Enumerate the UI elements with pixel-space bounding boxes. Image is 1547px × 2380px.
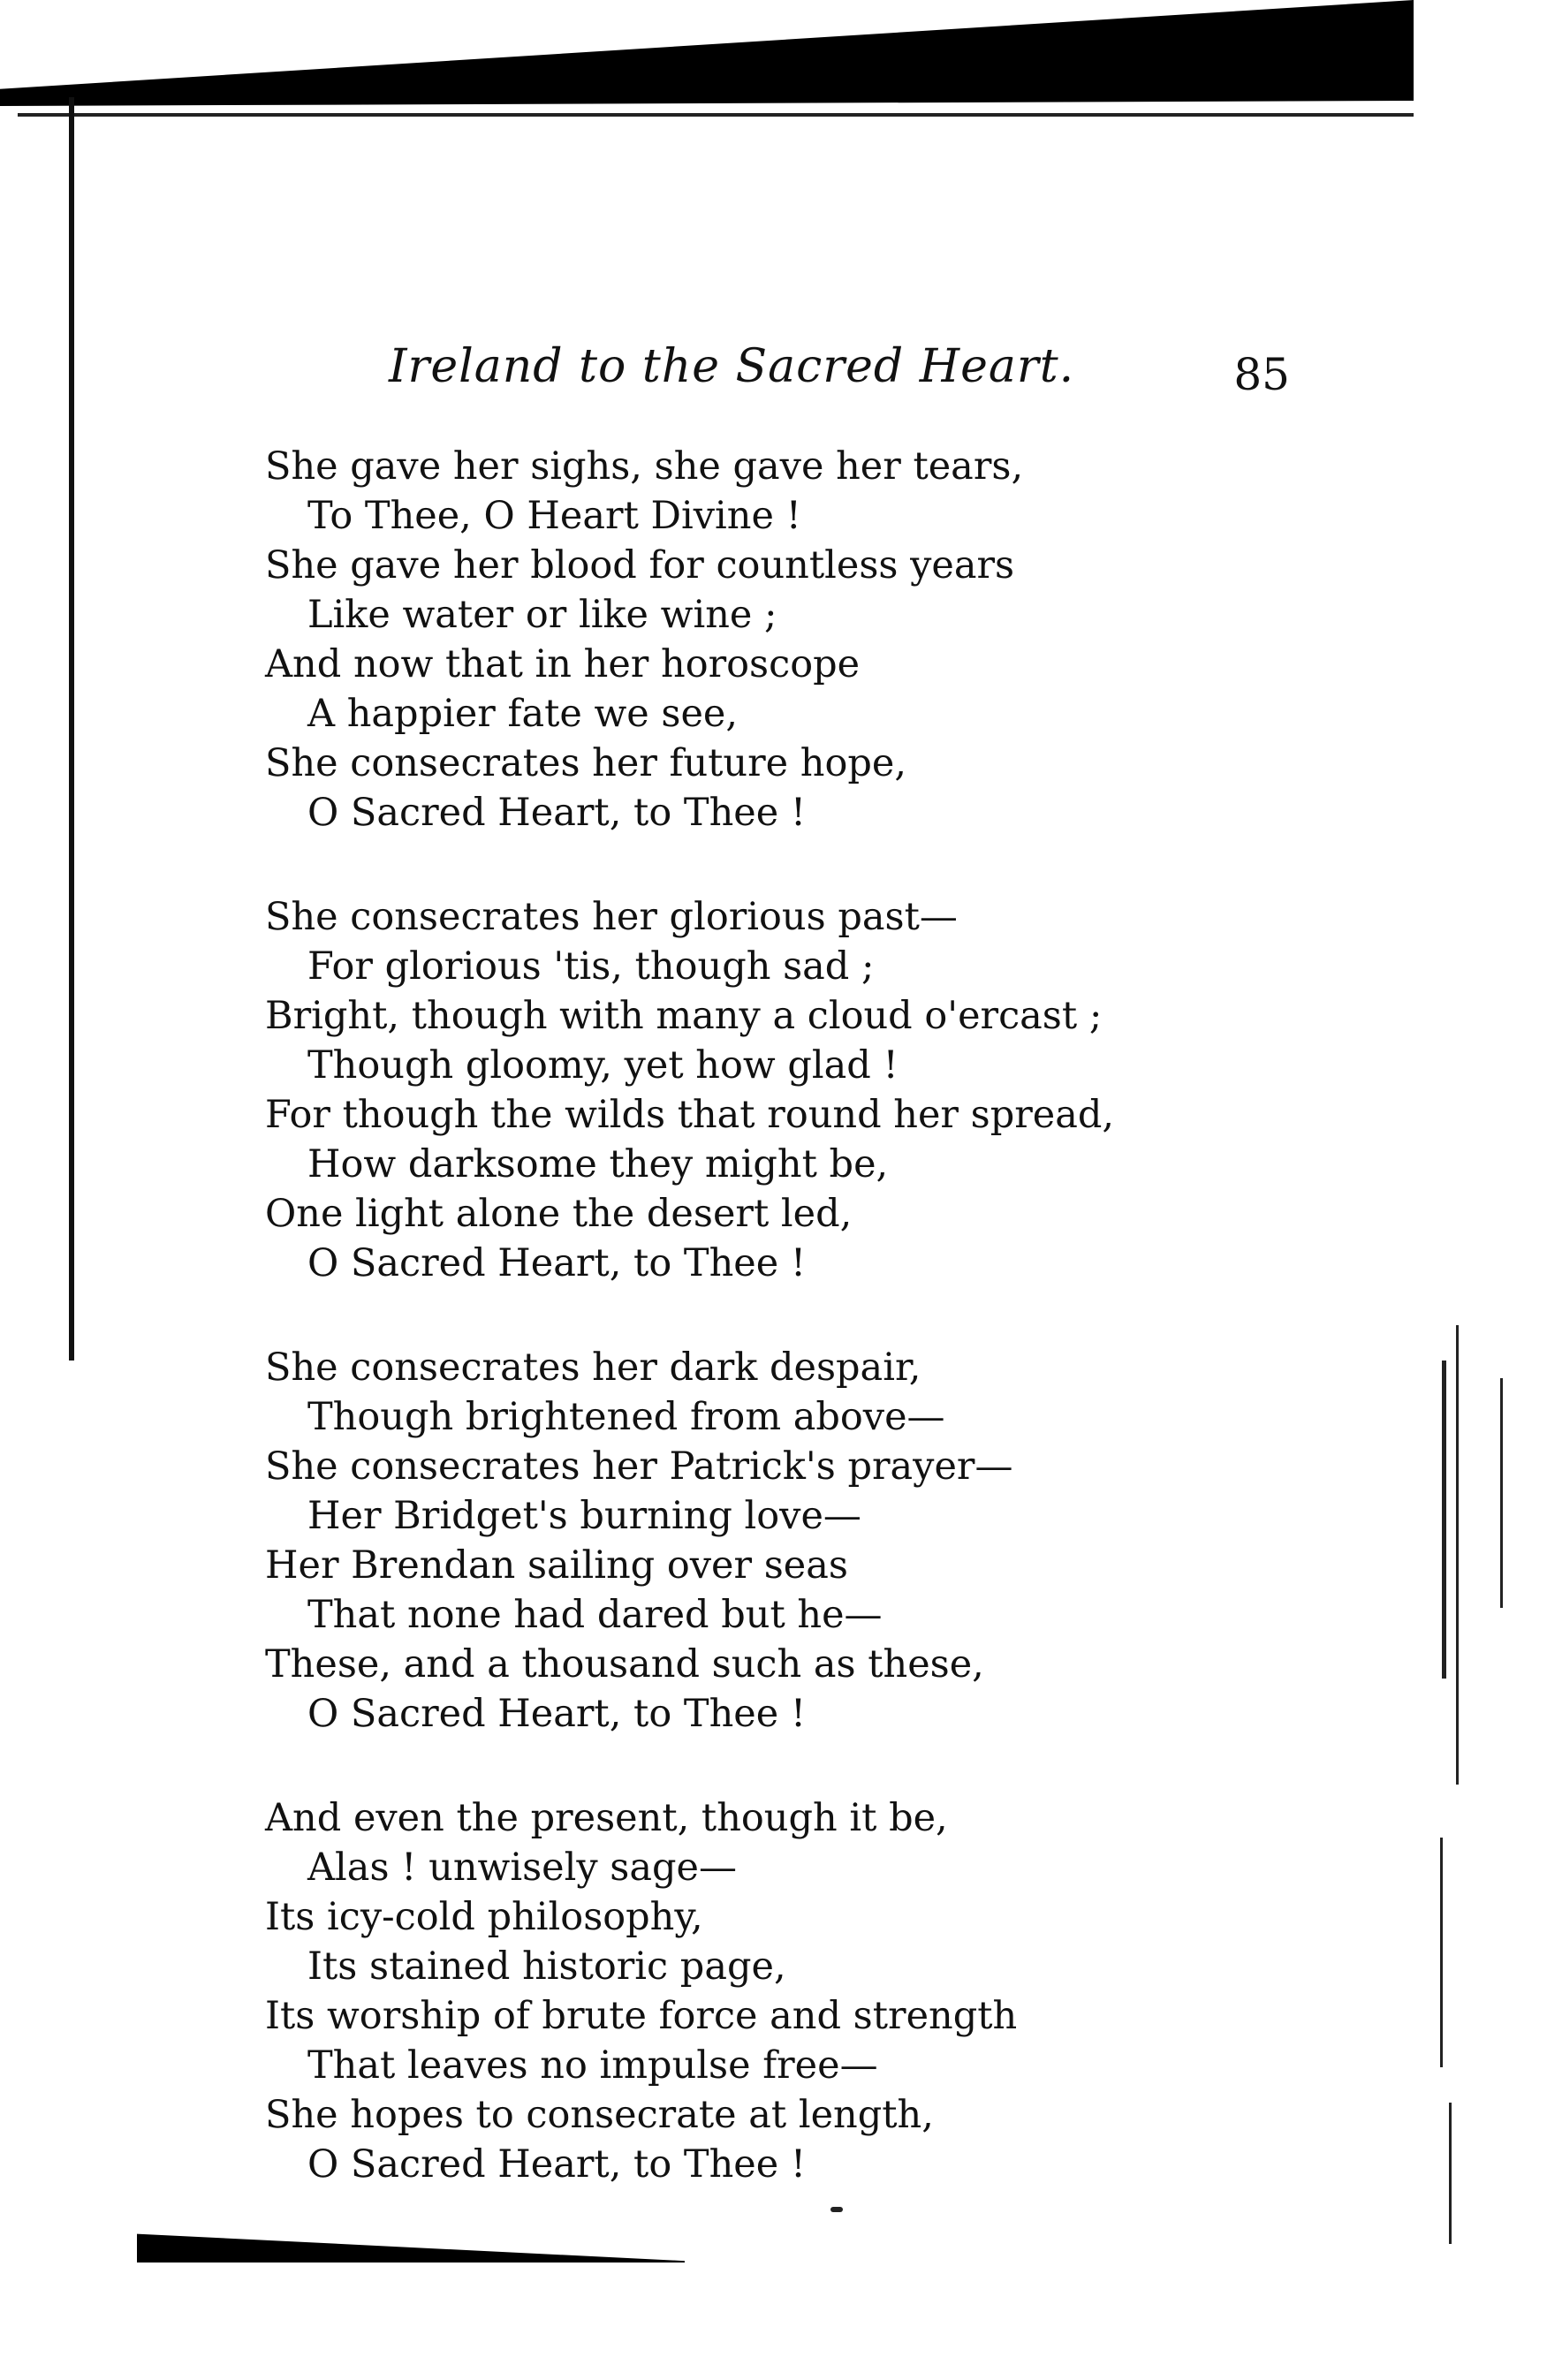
top-rule-line	[18, 113, 1414, 117]
poem-line: A happier fate we see,	[307, 692, 739, 736]
poem-line: O Sacred Heart, to Thee !	[307, 2142, 807, 2187]
poem-line: Her Bridget's burning love—	[307, 1494, 861, 1538]
poem	[265, 442, 1378, 2244]
poem-line: O Sacred Heart, to Thee !	[307, 1241, 807, 1285]
top-scan-bar	[0, 0, 1414, 106]
stanza-2	[265, 892, 1378, 1288]
poem-line: For glorious 'tis, though sad ;	[307, 944, 875, 989]
poem-line: Alas ! unwisely sage—	[307, 1846, 737, 1890]
poem-line: O Sacred Heart, to Thee !	[307, 1692, 807, 1736]
poem-line: She consecrates her Patrick's prayer—	[265, 1444, 1013, 1489]
running-title: Ireland to the Sacred Heart.	[389, 340, 1075, 393]
page-header	[389, 340, 1290, 411]
stanza-3	[265, 1343, 1378, 1739]
poem-line: That none had dared but he—	[307, 1593, 883, 1637]
poem-line: That leaves no impulse free—	[307, 2043, 878, 2088]
poem-line: Bright, though with many a cloud o'ercast ;	[265, 994, 1103, 1038]
poem-line: She gave her blood for countless years	[265, 543, 1015, 587]
poem-line: Her Brendan sailing over seas	[265, 1543, 848, 1588]
poem-line: Though gloomy, yet how glad !	[307, 1043, 899, 1088]
poem-line: O Sacred Heart, to Thee !	[307, 791, 807, 835]
poem-line: For though the wilds that round her spread,	[265, 1093, 1115, 1137]
poem-line: Like water or like wine ;	[307, 593, 777, 637]
stanza-4	[265, 1793, 1378, 2189]
bottom-ink-dot	[830, 2207, 843, 2212]
poem-line: How darksome they might be,	[307, 1142, 889, 1186]
poem-line: To Thee, O Heart Divine !	[307, 494, 801, 538]
poem-line: She consecrates her dark despair,	[265, 1345, 921, 1390]
poem-line: And now that in her horoscope	[265, 642, 861, 686]
poem-line: Its worship of brute force and strength	[265, 1994, 1018, 2038]
poem-line: Its icy-cold philosophy,	[265, 1895, 703, 1939]
poem-line: One light alone the desert led,	[265, 1192, 853, 1236]
poem-line: She consecrates her future hope,	[265, 741, 907, 785]
poem-line: And even the present, though it be,	[265, 1796, 948, 1840]
poem-line: Its stained historic page,	[307, 1944, 786, 1989]
poem-line: She consecrates her glorious past—	[265, 895, 958, 939]
poem-line: These, and a thousand such as these,	[265, 1642, 984, 1686]
poem-line: She gave her sighs, she gave her tears,	[265, 444, 1024, 489]
poem-line: Though brightened from above—	[307, 1395, 945, 1439]
poem-line: She hopes to consecrate at length,	[265, 2093, 934, 2137]
right-scan-marks	[1414, 1060, 1511, 2297]
left-binding-rule	[69, 97, 74, 1361]
page-number: 85	[1233, 349, 1290, 400]
stanza-1	[265, 442, 1378, 838]
